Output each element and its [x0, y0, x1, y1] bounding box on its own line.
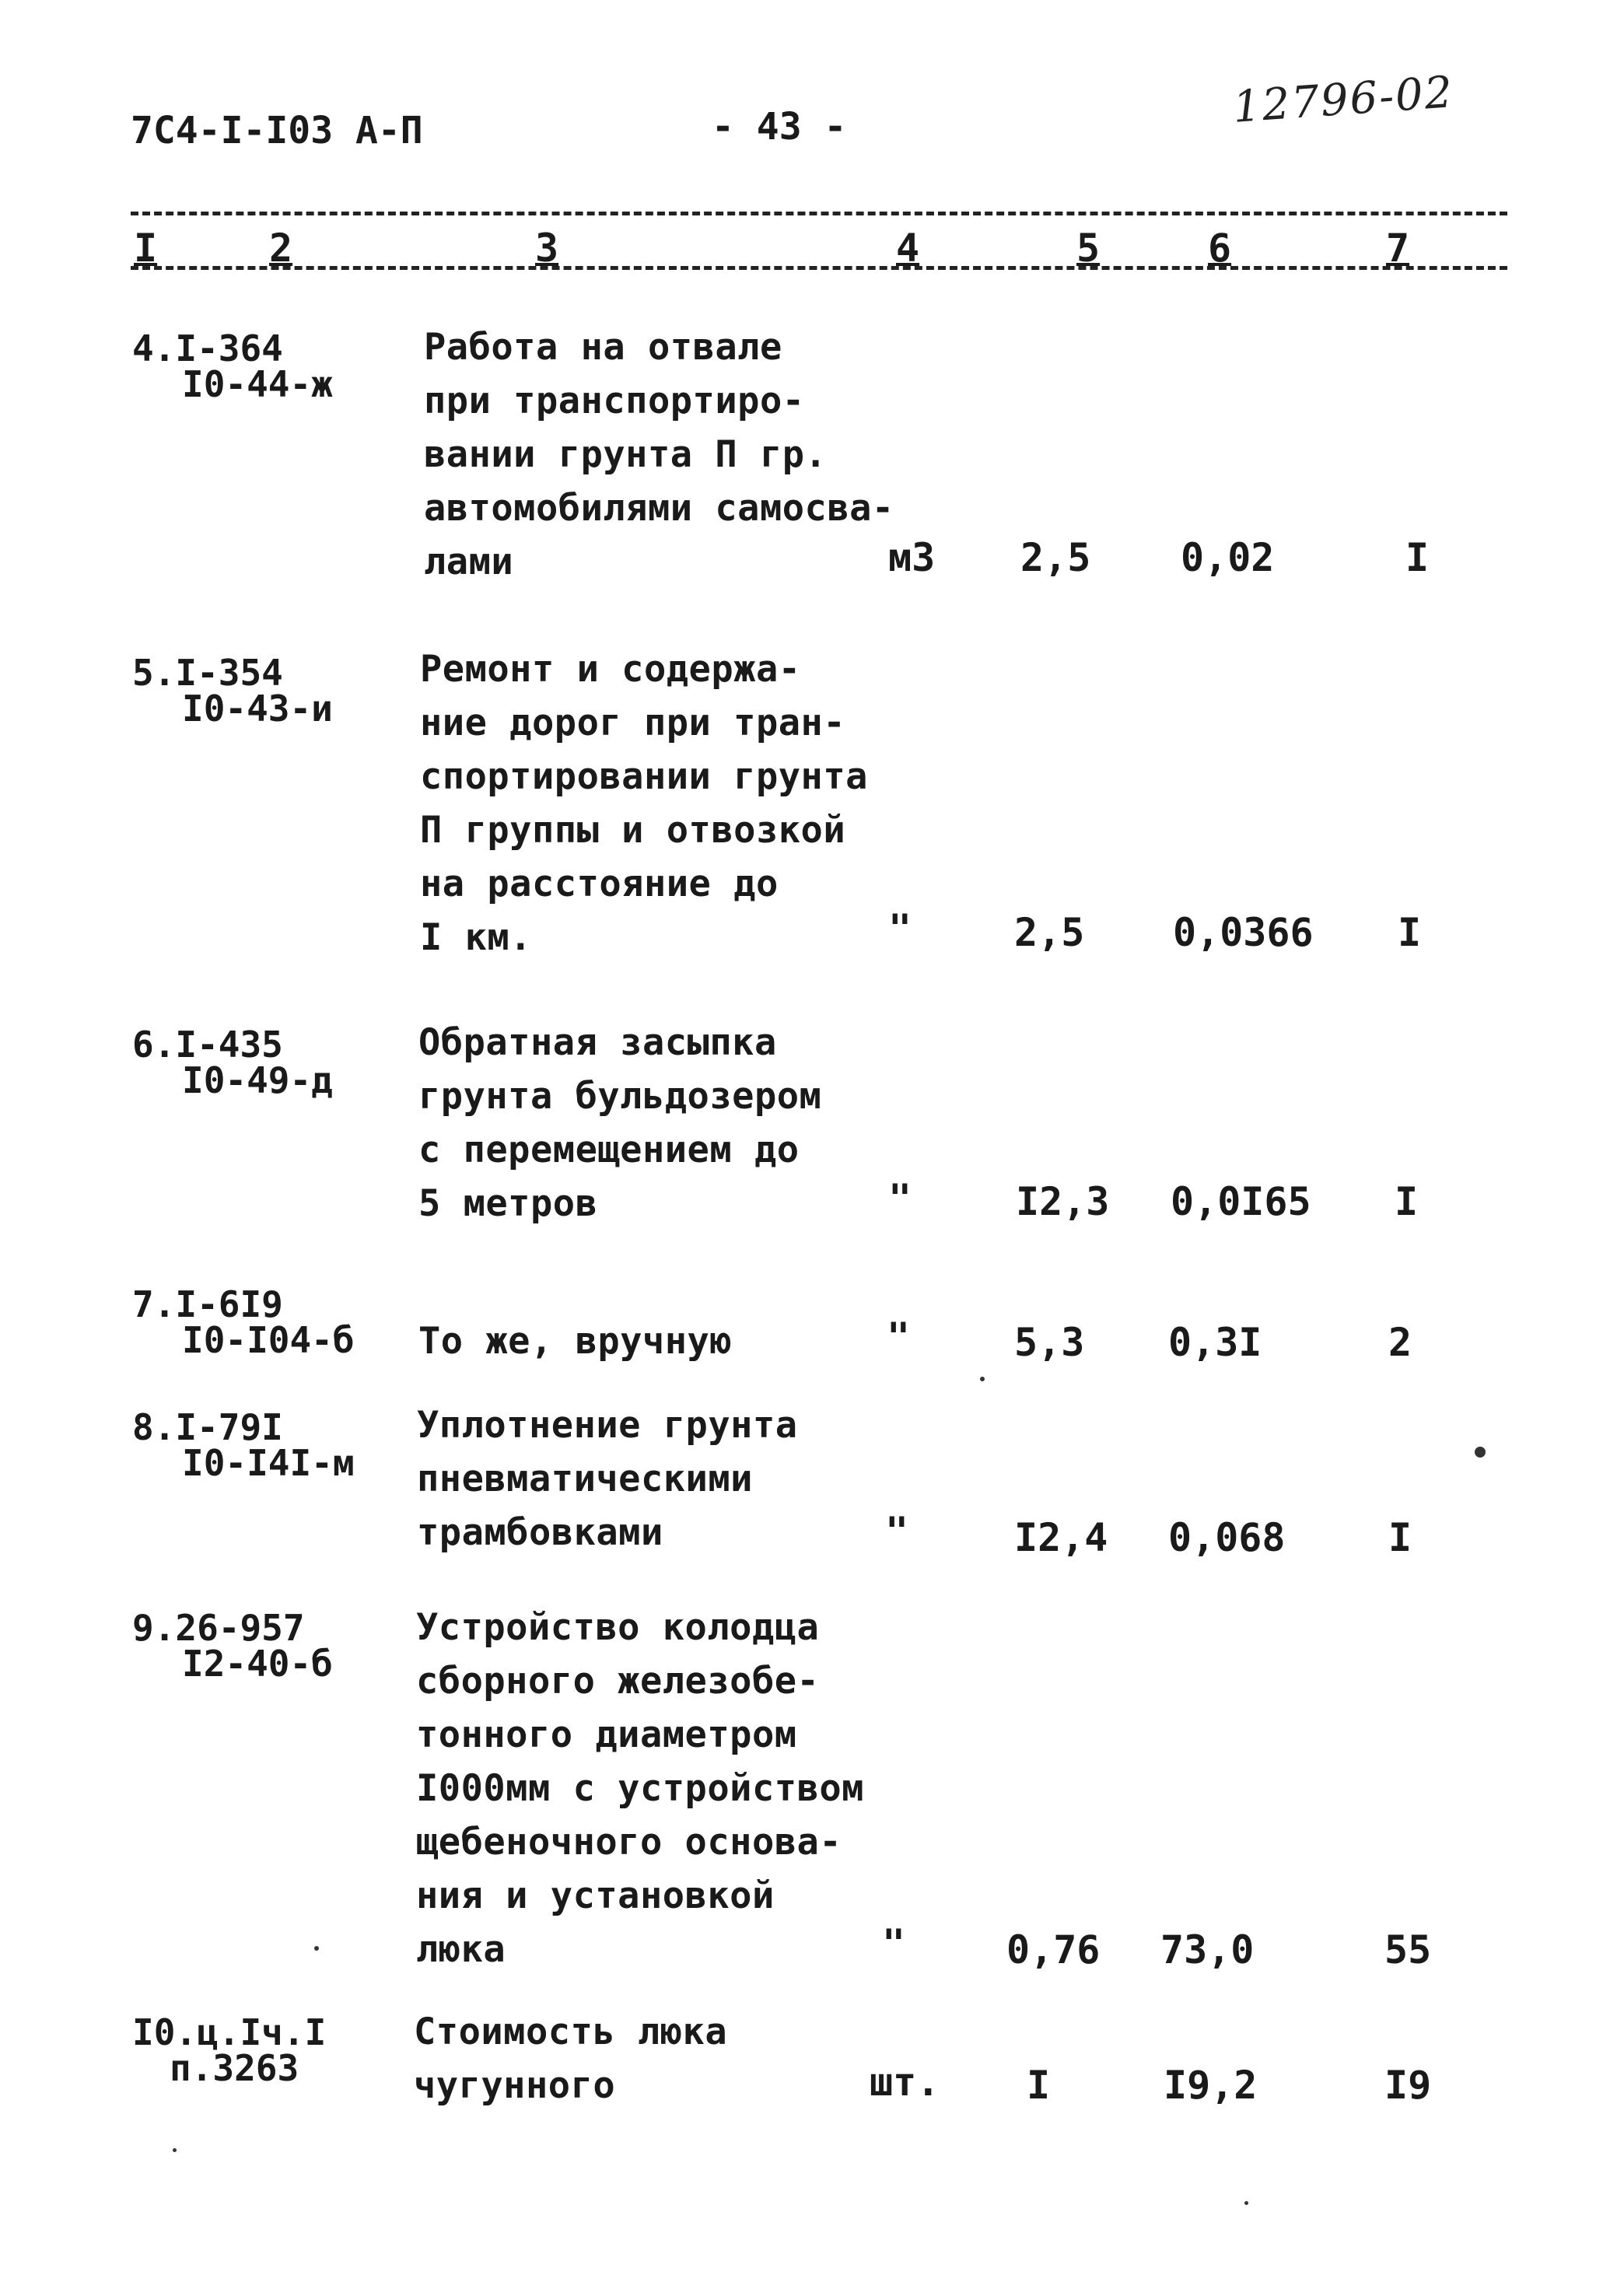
column-number-3: 3	[535, 226, 559, 271]
table-row-quantity: 2,5	[1014, 910, 1085, 955]
table-row-description: Устройство колодца сборного железобе- тонного диаметром I000мм с устройством щебеночного основа- ния и установкой люка	[416, 1606, 864, 1971]
table-row-unit: шт.	[870, 2060, 940, 2105]
column-number-5: 5	[1076, 226, 1101, 271]
table-row-total: 2	[1388, 1320, 1412, 1365]
handwritten-stamp-number: 12796-02	[1231, 67, 1456, 133]
scan-speck	[1475, 1447, 1486, 1458]
table-row-description: Стоимость люка чугунного	[414, 2011, 728, 2107]
scan-speck	[173, 2148, 177, 2152]
table-row-quantity: 2,5	[1020, 535, 1091, 580]
table-row-ref: 7.I-6I9 I0-I04-б	[132, 1283, 355, 1361]
table-row-total: I	[1395, 1179, 1419, 1224]
table-row-unit-price: 0,068	[1168, 1515, 1286, 1560]
table-row-quantity: I2,3	[1016, 1179, 1110, 1224]
table-row-ref: 9.26-957 I2-40-б	[132, 1607, 333, 1685]
table-row-unit-price: 0,0366	[1173, 910, 1314, 955]
table-row-unit-price: 0,02	[1181, 535, 1275, 580]
scan-speck	[314, 1946, 319, 1951]
table-row-ref: 6.I-435 I0-49-д	[132, 1024, 333, 1101]
table-row-unit-price: 0,3I	[1168, 1320, 1262, 1365]
table-top-rule	[131, 212, 1507, 215]
table-row-unit: "	[888, 1176, 912, 1221]
column-number-4: 4	[896, 226, 920, 271]
table-row-quantity: 5,3	[1014, 1320, 1085, 1365]
table-row-description: Обратная засыпка грунта бульдозером с перемещением до 5 метров	[418, 1021, 822, 1225]
table-row-description: Ремонт и содержа- ние дорог при тран- спортировании грунта П группы и отвозкой на расстояние до I км.	[420, 648, 868, 959]
page-number: - 43 -	[712, 105, 847, 149]
table-row-ref: 4.I-364 I0-44-ж	[132, 327, 333, 405]
document-code: 7С4-I-I03 А-П	[131, 109, 423, 152]
table-row-total: 55	[1384, 1927, 1432, 1972]
table-row-unit-price: I9,2	[1164, 2063, 1258, 2108]
column-number-1: I	[134, 226, 158, 271]
table-row-ref: I0.ц.Iч.I п.3263	[132, 2011, 327, 2089]
table-row-total: I	[1388, 1515, 1412, 1560]
table-row-description: Уплотнение грунта пневматическими трамбовками	[417, 1404, 798, 1554]
table-row-unit: "	[885, 1509, 909, 1554]
column-number-6: 6	[1208, 226, 1232, 271]
table-row-unit-price: 73,0	[1160, 1927, 1255, 1972]
table-row-unit: "	[882, 1921, 906, 1966]
table-row-description: Работа на отвале при транспортиро- вании грунта П гр. автомобилями самосва- лами	[424, 326, 894, 583]
scan-speck	[1244, 2201, 1248, 2205]
table-row-unit-price: 0,0I65	[1171, 1179, 1311, 1224]
table-row-unit: "	[888, 906, 912, 951]
table-header-rule	[131, 266, 1507, 270]
table-row-unit: "	[887, 1314, 911, 1360]
table-row-quantity: I	[1027, 2063, 1051, 2108]
table-row-ref: 8.I-79I I0-I4I-м	[132, 1406, 355, 1484]
table-row-ref: 5.I-354 I0-43-и	[132, 652, 333, 730]
table-row-description: То же, вручную	[418, 1320, 733, 1363]
scan-speck	[980, 1377, 985, 1381]
table-row-total: I	[1398, 910, 1422, 955]
table-row-quantity: 0,76	[1006, 1927, 1101, 1972]
table-row-total: I9	[1384, 2063, 1432, 2108]
table-row-total: I	[1405, 535, 1430, 580]
table-row-quantity: I2,4	[1014, 1515, 1108, 1560]
column-number-7: 7	[1386, 226, 1410, 271]
column-number-2: 2	[269, 226, 293, 271]
table-row-unit: м3	[888, 535, 936, 580]
